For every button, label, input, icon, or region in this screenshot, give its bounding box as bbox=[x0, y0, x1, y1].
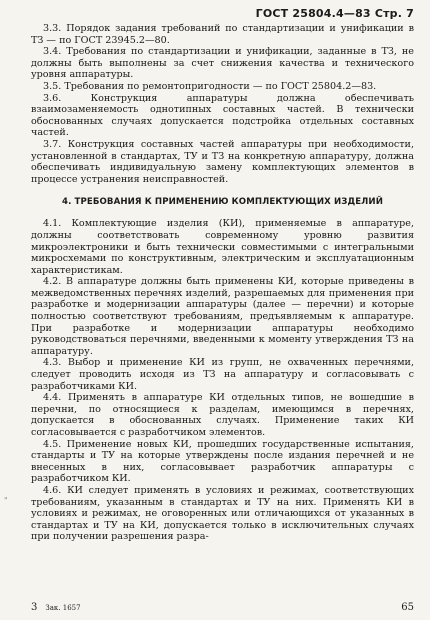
sheet-number: 3 bbox=[31, 602, 38, 613]
paragraph-3-4: 3.4. Требования по стандартизации и унификации, заданные в ТЗ, не должны быть выполнены за счет снижения качества и технического уровня аппаратуры. bbox=[31, 46, 414, 81]
paragraph-3-7: 3.7. Конструкция составных частей аппаратуры при необходимости, установленной в стандартах, ТУ и ТЗ на конкретную аппаратуру, должна обеспечивать индивидуальную замену комплектующих элементов в процессе устранения неисправностей. bbox=[31, 138, 414, 185]
document-body bbox=[31, 23, 414, 543]
paragraph-4-6: 4.6. КИ следует применять в условиях и режимах, соответствующих требованиям, указанным в стандартах и ТУ на них. Применять КИ в условиях и режимах, не оговоренных или отличающихся от указанных в стандартах и ТУ на КИ, допускается только в исключительных случаях при получении разрешения разра- bbox=[31, 484, 414, 543]
order-number: Зак. 1657 bbox=[45, 604, 81, 612]
paragraph-3-3: 3.3. Порядок задания требований по стандартизации и унификации в ТЗ — по ГОСТ 23945.2—80. bbox=[31, 23, 414, 46]
section-title: 4. ТРЕБОВАНИЯ К ПРИМЕНЕНИЮ КОМПЛЕКТУЮЩИХ ИЗДЕЛИЙ bbox=[62, 197, 383, 208]
page-footer bbox=[31, 602, 414, 613]
paragraph-3-6: 3.6. Конструкция аппаратуры должна обеспечивать взаимозаменяемость однотипных составных частей. В технически обоснованных случаях допускается подстройка отдельных составных частей. bbox=[31, 92, 414, 139]
paragraph-3-5: 3.5. Требования по ремонтопригодности — по ГОСТ 25804.2—83. bbox=[43, 80, 377, 92]
paragraph-4-4: 4.4. Применять в аппаратуре КИ отдельных типов, не вошедшие в перечни, по относящиеся к разделам, имеющимся в перечнях, допускается в обоснованных случаях. Применение таких КИ согласовывается с разработчиком элементов. bbox=[31, 392, 414, 438]
footer-left bbox=[31, 602, 81, 613]
paragraph-4-3: 4.3. Выбор и применение КИ из групп, не охваченных перечнями, следует проводить исходя из ТЗ на аппаратуру и согласовывать с разработчиками КИ. bbox=[31, 357, 414, 392]
paragraph-4-2: 4.2. В аппаратуре должны быть применены КИ, которые приведены в межведомственных перечнях изделий, разрешаемых для применения при разработке и модернизации аппаратуры (далее — перечни) и которые полностью соответствуют требованиям, предъявляемым к аппаратуре. При разработке и модернизации аппаратуры необходимо руководствоваться перечнями, введенными к моменту утверждения ТЗ на аппаратуру. bbox=[31, 276, 414, 357]
margin-mark: " bbox=[4, 496, 8, 505]
paragraph-4-1: 4.1. Комплектующие изделия (КИ), применяемые в аппаратуре, должны соответствовать современному уровню развития микроэлектроники и быть технически совместимыми с интегральными микросхемами по конструктивным, электрическим и эксплуатационным характеристикам. bbox=[31, 218, 414, 276]
page-number: 65 bbox=[401, 602, 414, 613]
paragraph-4-5: 4.5. Применение новых КИ, прошедших государственные испытания, стандарты и ТУ на которые утверждены после издания перечней и не внесенных в них, согласовывает разработчик аппаратуры с разработчиком КИ. bbox=[31, 438, 414, 485]
page-header: ГОСТ 25804.4—83 Стр. 7 bbox=[255, 7, 414, 20]
